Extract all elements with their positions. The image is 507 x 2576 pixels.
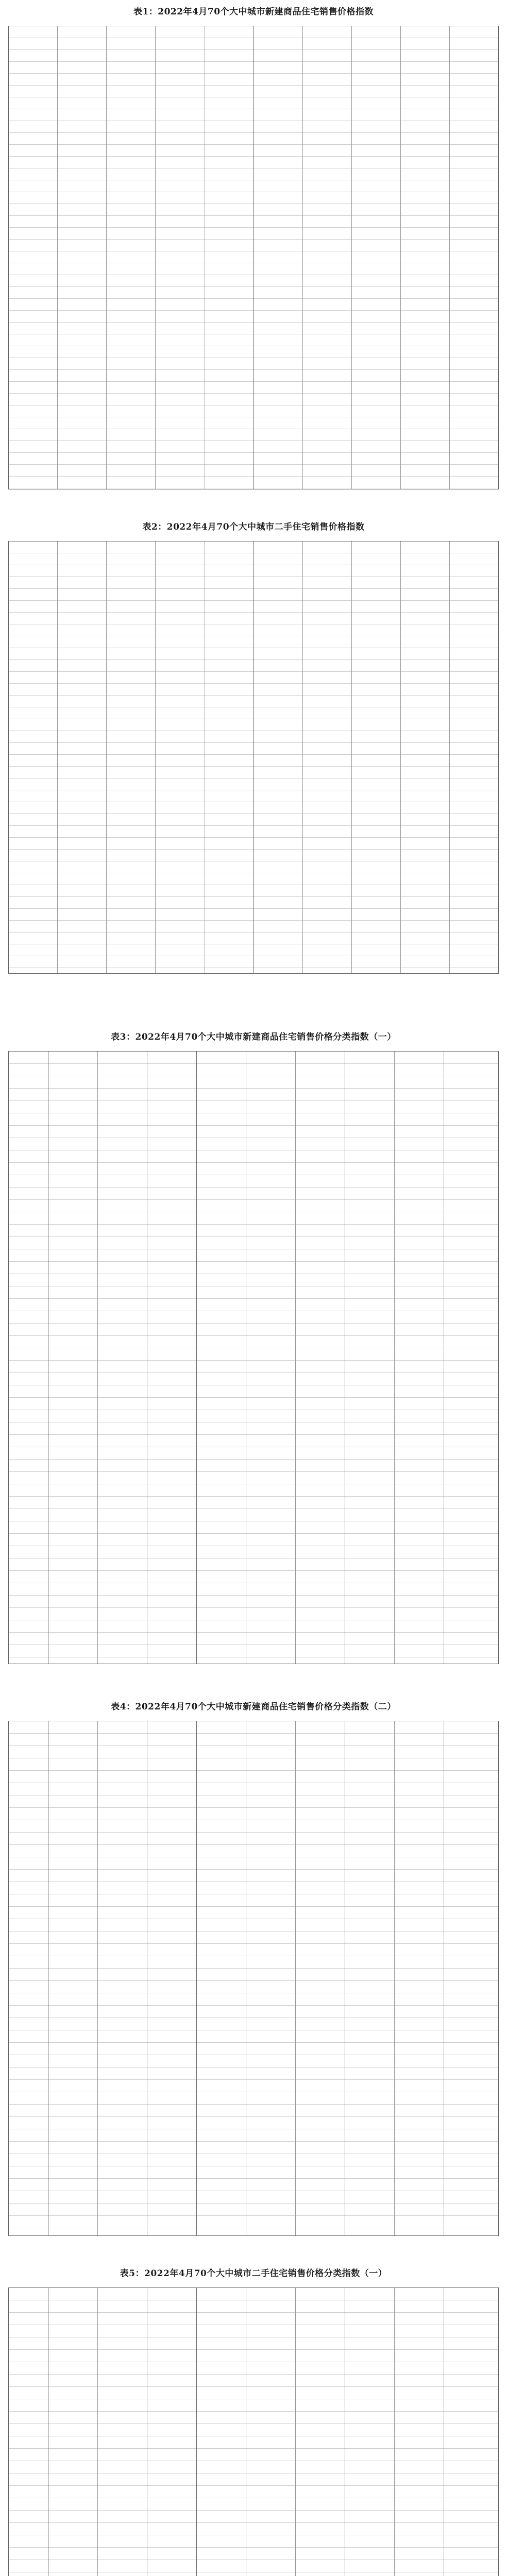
table-2-title: 表2：2022年4月70个大中城市二手住宅销售价格指数 — [142, 522, 365, 532]
table-3-section — [8, 1025, 499, 1049]
table-1-section — [8, 0, 499, 24]
table-5-section — [8, 2262, 499, 2285]
table-5-title: 表5：2022年4月70个大中城市二手住宅销售价格分类指数（一） — [120, 2268, 387, 2279]
table-5 — [8, 2287, 499, 2576]
table-2 — [8, 541, 499, 974]
table-4-title: 表4：2022年4月70个大中城市新建商品住宅销售价格分类指数（二） — [111, 1702, 396, 1712]
table-3 — [8, 1051, 499, 1664]
table-4-section — [8, 1695, 499, 1719]
table-1 — [8, 26, 499, 489]
table-4 — [8, 1721, 499, 2236]
table-2-section — [8, 515, 499, 539]
table-1-title: 表1：2022年4月70个大中城市新建商品住宅销售价格指数 — [133, 7, 374, 17]
table-3-title: 表3：2022年4月70个大中城市新建商品住宅销售价格分类指数（一） — [111, 1032, 396, 1042]
